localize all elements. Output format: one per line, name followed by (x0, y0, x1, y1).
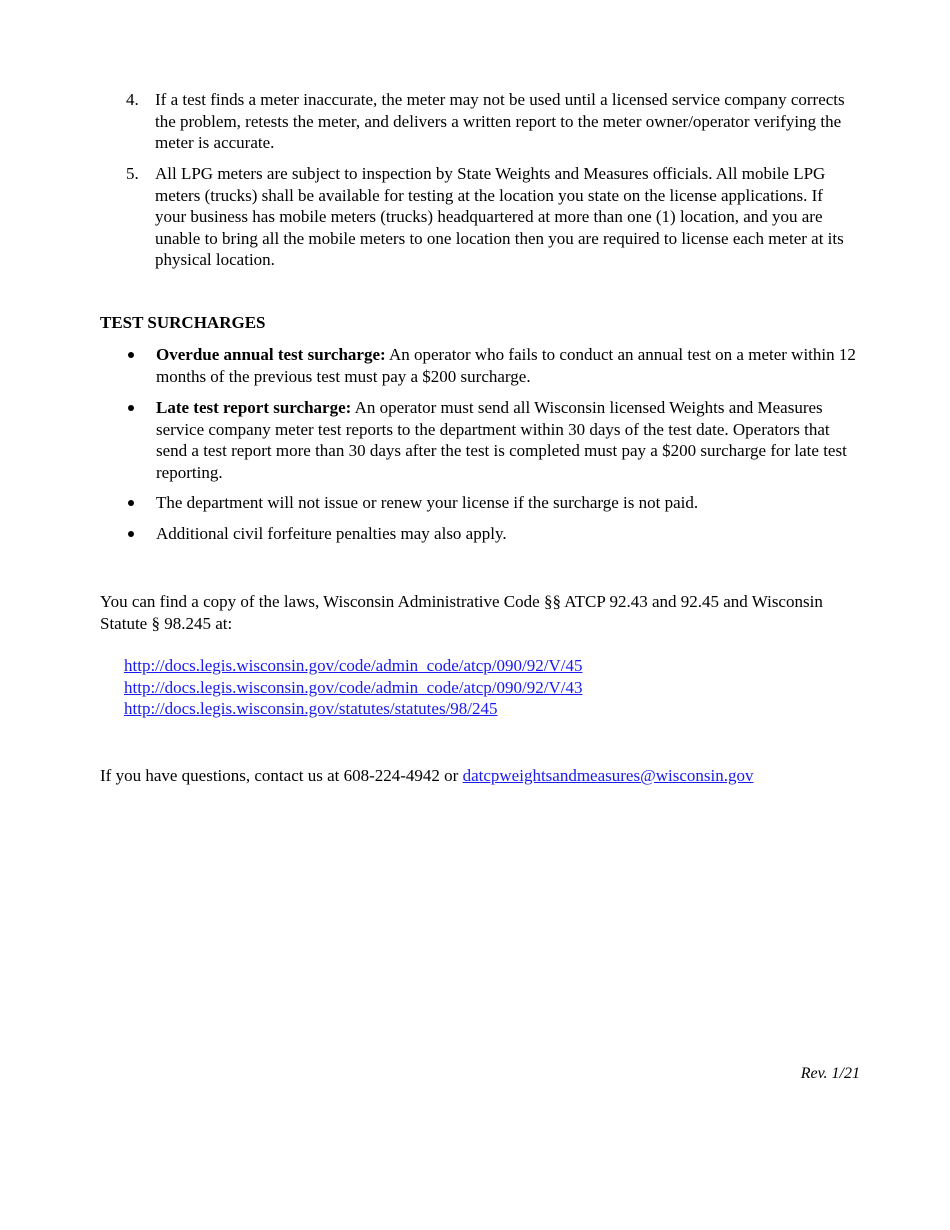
bullet-item-overdue (126, 344, 856, 387)
list-item-text: All LPG meters are subject to inspection by State Weights and Measures officials. All mobile LPG meters (trucks) shall be available for testing at the location you state on the license applications. If your business has mobile meters (trucks) headquartered at more than one (1) location, and you are unable to bring all the mobile meters to one location then you are required to license each meter at its physical location. (155, 164, 844, 269)
bullet-icon (128, 405, 134, 411)
bullet-text (156, 344, 856, 387)
contact-line (100, 765, 754, 787)
section-title: TEST SURCHARGES (100, 313, 266, 332)
law-link-atcp-92-45[interactable]: http://docs.legis.wisconsin.gov/code/admin_code/atcp/090/92/V/45 (124, 656, 583, 675)
bullet-icon (128, 531, 134, 537)
bullet-text: The department will not issue or renew your license if the surcharge is not paid. (156, 493, 699, 512)
bullet-body: An operator must send all Wisconsin licensed Weights and Measures service company meter test reports to the department within 30 days of the test date. Operators that send a test report more than 30 days after the test is completed must pay a $200 surcharge for late test reporting. (156, 398, 847, 482)
list-marker: 5. (126, 164, 139, 183)
list-marker: 4. (126, 90, 139, 109)
bullet-text (156, 397, 856, 483)
list-item-text: If a test finds a meter inaccurate, the meter may not be used until a licensed service company corrects the problem, retests the meter, and delivers a written report to the meter owner/operator verifying the meter is accurate. (155, 90, 845, 152)
contact-prefix: If you have questions, contact us at 608-224-4942 or (100, 766, 463, 785)
bullet-item-penalties (126, 523, 856, 545)
bullet-lead: Late test report surcharge: (156, 398, 352, 417)
law-links (124, 655, 582, 720)
numbered-item-5 (126, 163, 856, 271)
bullet-item-late-report (126, 397, 856, 483)
laws-intro: You can find a copy of the laws, Wisconsin Administrative Code §§ ATCP 92.43 and 92.45 and Wisconsin Statute § 98.245 at: (100, 592, 823, 633)
bullet-icon (128, 500, 134, 506)
law-link-statute-98-245[interactable]: http://docs.legis.wisconsin.gov/statutes/statutes/98/245 (124, 699, 498, 719)
numbered-item-4 (126, 89, 856, 154)
bullet-icon (128, 352, 134, 358)
contact-email-link[interactable]: datcpweightsandmeasures@wisconsin.gov (462, 766, 754, 785)
bullet-body: An operator who fails to conduct an annual test on a meter within 12 months of the previous test must pay a $200 surcharge. (156, 345, 856, 386)
bullet-text: Additional civil forfeiture penalties may also apply. (156, 524, 507, 543)
bullet-lead: Overdue annual test surcharge: (156, 345, 386, 364)
revision-label: Rev. 1/21 (800, 1065, 860, 1082)
law-link-atcp-92-43[interactable]: http://docs.legis.wisconsin.gov/code/admin_code/atcp/090/92/V/43 (124, 677, 583, 697)
bullet-item-license (126, 492, 856, 514)
